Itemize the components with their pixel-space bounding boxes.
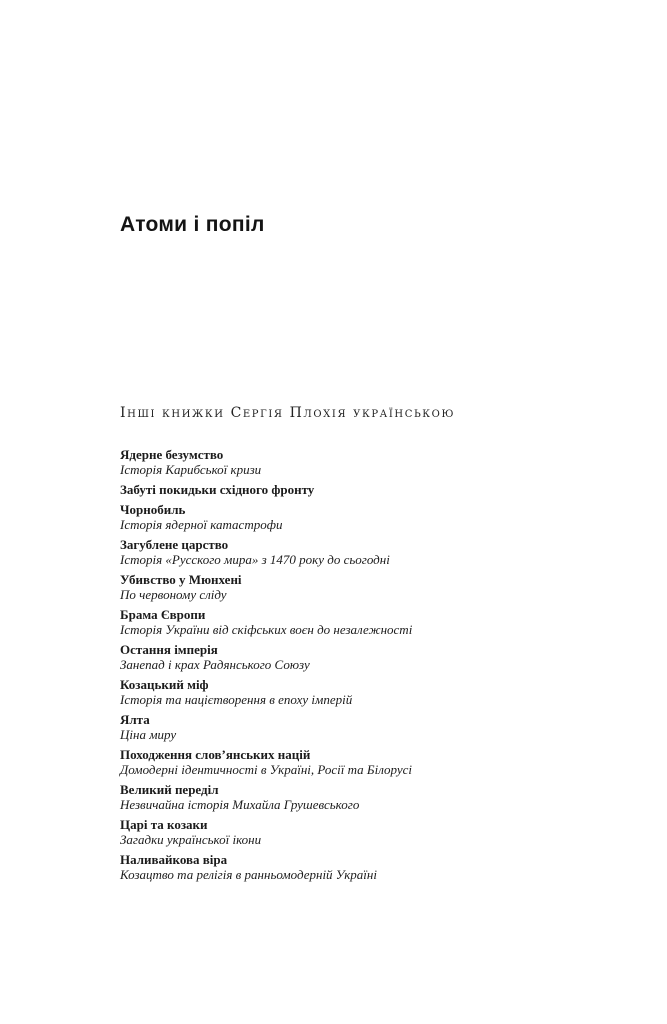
book-title: Убивство у Мюнхені	[120, 572, 242, 587]
book-subtitle: Історія «Русского мира» з 1470 року до сьогодні	[120, 552, 390, 567]
book-title: Ядерне безумство	[120, 447, 224, 462]
book-title: Остання імперія	[120, 642, 218, 657]
list-item	[120, 747, 550, 777]
book-subtitle: Домодерні ідентичності в Україні, Росії та Білорусі	[120, 762, 413, 777]
book-subtitle: Козацтво та релігія в ранньомодерній Україні	[120, 867, 377, 882]
book-subtitle: Ціна миру	[120, 727, 177, 742]
book-title: Наливайкова віра	[120, 852, 228, 867]
book-title: Великий переділ	[120, 782, 219, 797]
list-item	[120, 537, 550, 567]
book-subtitle: Історія Карибської кризи	[120, 462, 262, 477]
book-subtitle: По червоному сліду	[120, 587, 227, 602]
book-subtitle: Історія ядерної катастрофи	[120, 517, 283, 532]
book-title: Походження слов’янських націй	[120, 747, 311, 762]
book-subtitle: Історія України від скіфських воєн до незалежності	[120, 622, 413, 637]
book-subtitle: Історія та націєтворення в епоху імперій	[120, 692, 353, 707]
book-subtitle: Незвичайна історія Михайла Грушевського	[120, 797, 360, 812]
page-title: Атоми і попіл	[120, 213, 265, 236]
list-item	[120, 572, 550, 602]
book-title: Ялта	[120, 712, 150, 727]
book-title: Брама Європи	[120, 607, 206, 622]
list-item	[120, 607, 550, 637]
book-subtitle: Занепад і крах Радянського Союзу	[120, 657, 310, 672]
book-list	[120, 447, 550, 887]
book-title: Козацький міф	[120, 677, 209, 692]
book-title: Чорнобиль	[120, 502, 186, 517]
list-item	[120, 642, 550, 672]
list-item	[120, 482, 550, 497]
other-books-section-heading: Інші книжки Сергія Плохія українською	[120, 405, 455, 421]
book-subtitle: Загадки української ікони	[120, 832, 262, 847]
list-item	[120, 817, 550, 847]
list-item	[120, 677, 550, 707]
list-item	[120, 712, 550, 742]
list-item	[120, 502, 550, 532]
book-title: Царі та козаки	[120, 817, 208, 832]
book-title: Забуті покидьки східного фронту	[120, 482, 315, 497]
list-item	[120, 852, 550, 882]
list-item	[120, 782, 550, 812]
book-title: Загублене царство	[120, 537, 229, 552]
list-item	[120, 447, 550, 477]
